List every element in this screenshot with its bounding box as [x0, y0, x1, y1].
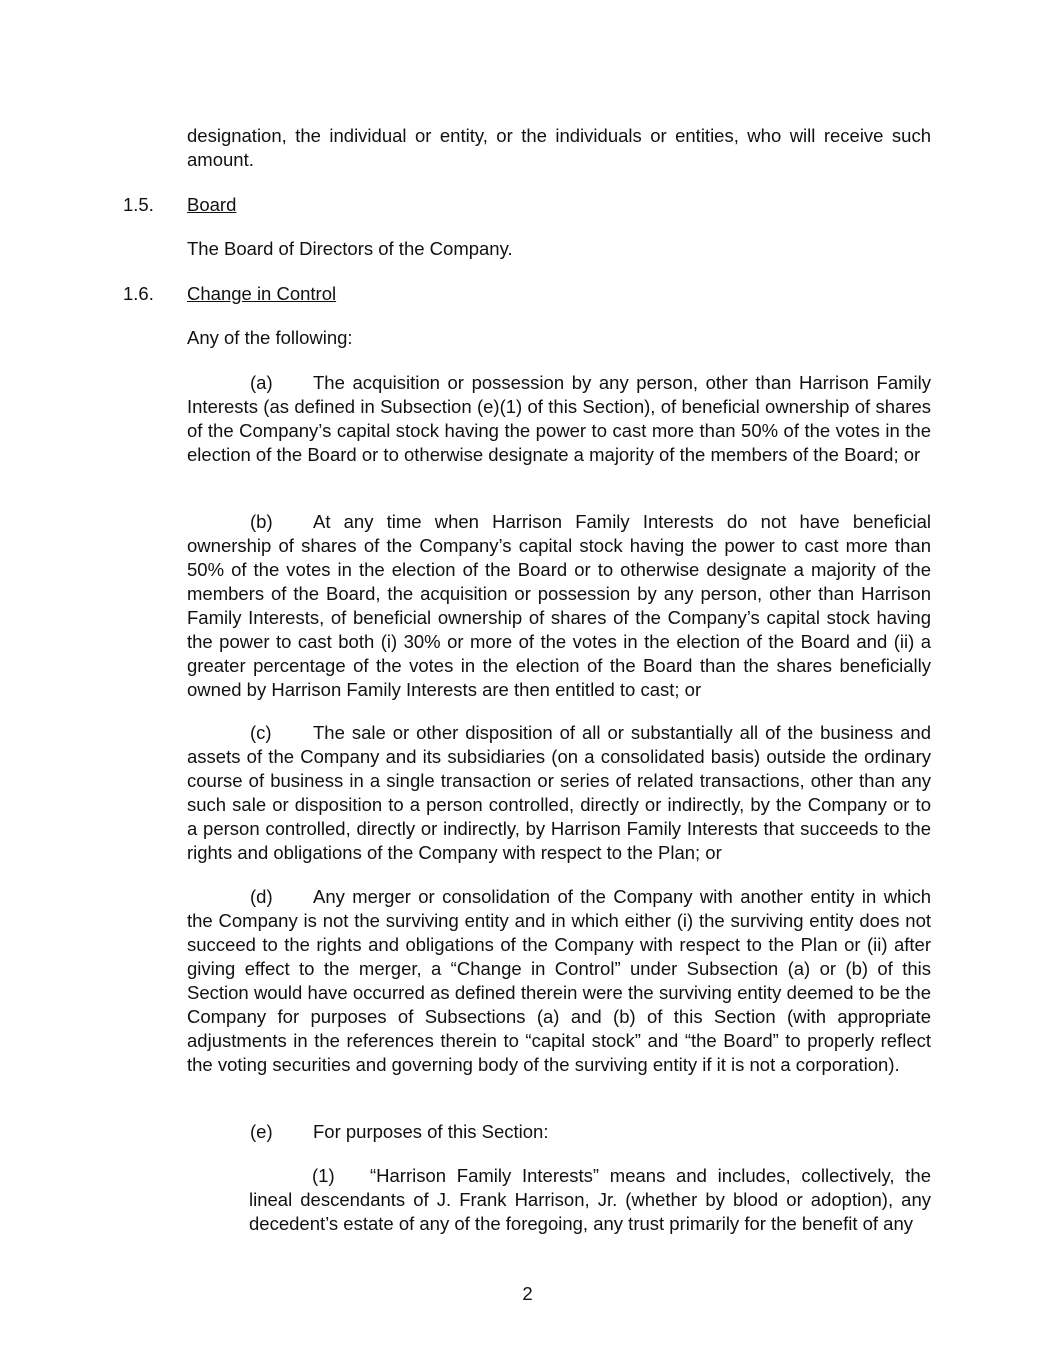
page-number: 2: [522, 1283, 533, 1304]
clause-b-text: At any time when Harrison Family Interests do not have beneficial ownership of shares of the Company’s capital stock having the power to cast more than 50% of the votes in the election of the Board or to otherwise designate a majority of the members of the Board, the acquisition or possession by any person, other than Harrison Family Interests, of beneficial ownership of shares of the Company’s capital stock having the power to cast both (i) 30% or more of the votes in the election of the Board and (ii) a greater percentage of the votes in the election of the Board than the shares beneficially owned by Harrison Family Interests are then entitled to cast; or: [187, 511, 931, 700]
clause-e-text: For purposes of this Section:: [313, 1121, 549, 1142]
clause-e-label: (e): [250, 1121, 273, 1142]
clause-d-text: Any merger or consolidation of the Company with another entity in which the Company is not the surviving entity and in which either (i) the surviving entity does not succeed to the rights and obligations of the Company with respect to the Plan or (ii) after giving effect to the merger, a “Change in Control” under Subsection (a) or (b) of this Section would have occurred as defined therein were the surviving entity deemed to be the Company for purposes of Subsections (a) and (b) of this Section (with appropriate adjustments in the references therein to “capital stock” and “the Board” to properly reflect the voting securities and governing body of the surviving entity if it is not a corporation).: [187, 886, 931, 1075]
section-number-change-in-control: 1.6.: [123, 283, 154, 304]
section-number-board: 1.5.: [123, 194, 154, 215]
clause-a: [187, 371, 931, 467]
subclause-1: [249, 1164, 931, 1236]
clause-b: [187, 510, 931, 702]
section-heading-change-in-control: Change in Control: [187, 283, 337, 304]
clause-a-label: (a): [250, 372, 273, 393]
clause-a-text: The acquisition or possession by any person, other than Harrison Family Interests (as defined in Subsection (e)(1) of this Section), of beneficial ownership of shares of the Company’s capital stock having the power to cast more than 50% of the votes in the election of the Board or to otherwise designate a majority of the members of the Board; or: [187, 372, 931, 465]
intro-paragraph: designation, the individual or entity, or the individuals or entities, who will receive such amount.: [187, 125, 931, 170]
section-heading-board: Board: [187, 194, 237, 215]
section-body-change-in-control: Any of the following:: [187, 327, 353, 348]
clause-c-label: (c): [250, 722, 272, 743]
subclause-1-text: “Harrison Family Interests” means and includes, collectively, the lineal descendants of J. Frank Harrison, Jr. (whether by blood or adoption), any decedent’s estate of any of the foregoing, any trust primarily for the benefit of any: [249, 1165, 931, 1234]
clause-b-label: (b): [250, 511, 273, 532]
clause-e: [187, 1120, 931, 1144]
section-body-board: The Board of Directors of the Company.: [187, 238, 513, 259]
clause-c: [187, 721, 931, 865]
subclause-1-label: (1): [312, 1165, 335, 1186]
clause-c-text: The sale or other disposition of all or substantially all of the business and assets of the Company and its subsidiaries (on a consolidated basis) outside the ordinary course of business in a single transaction or series of related transactions, other than any such sale or disposition to a person controlled, directly or indirectly, by the Company or to a person controlled, directly or indirectly, by Harrison Family Interests that succeeds to the rights and obligations of the Company with respect to the Plan; or: [187, 722, 931, 863]
clause-d: [187, 885, 931, 1077]
clause-d-label: (d): [250, 886, 273, 907]
